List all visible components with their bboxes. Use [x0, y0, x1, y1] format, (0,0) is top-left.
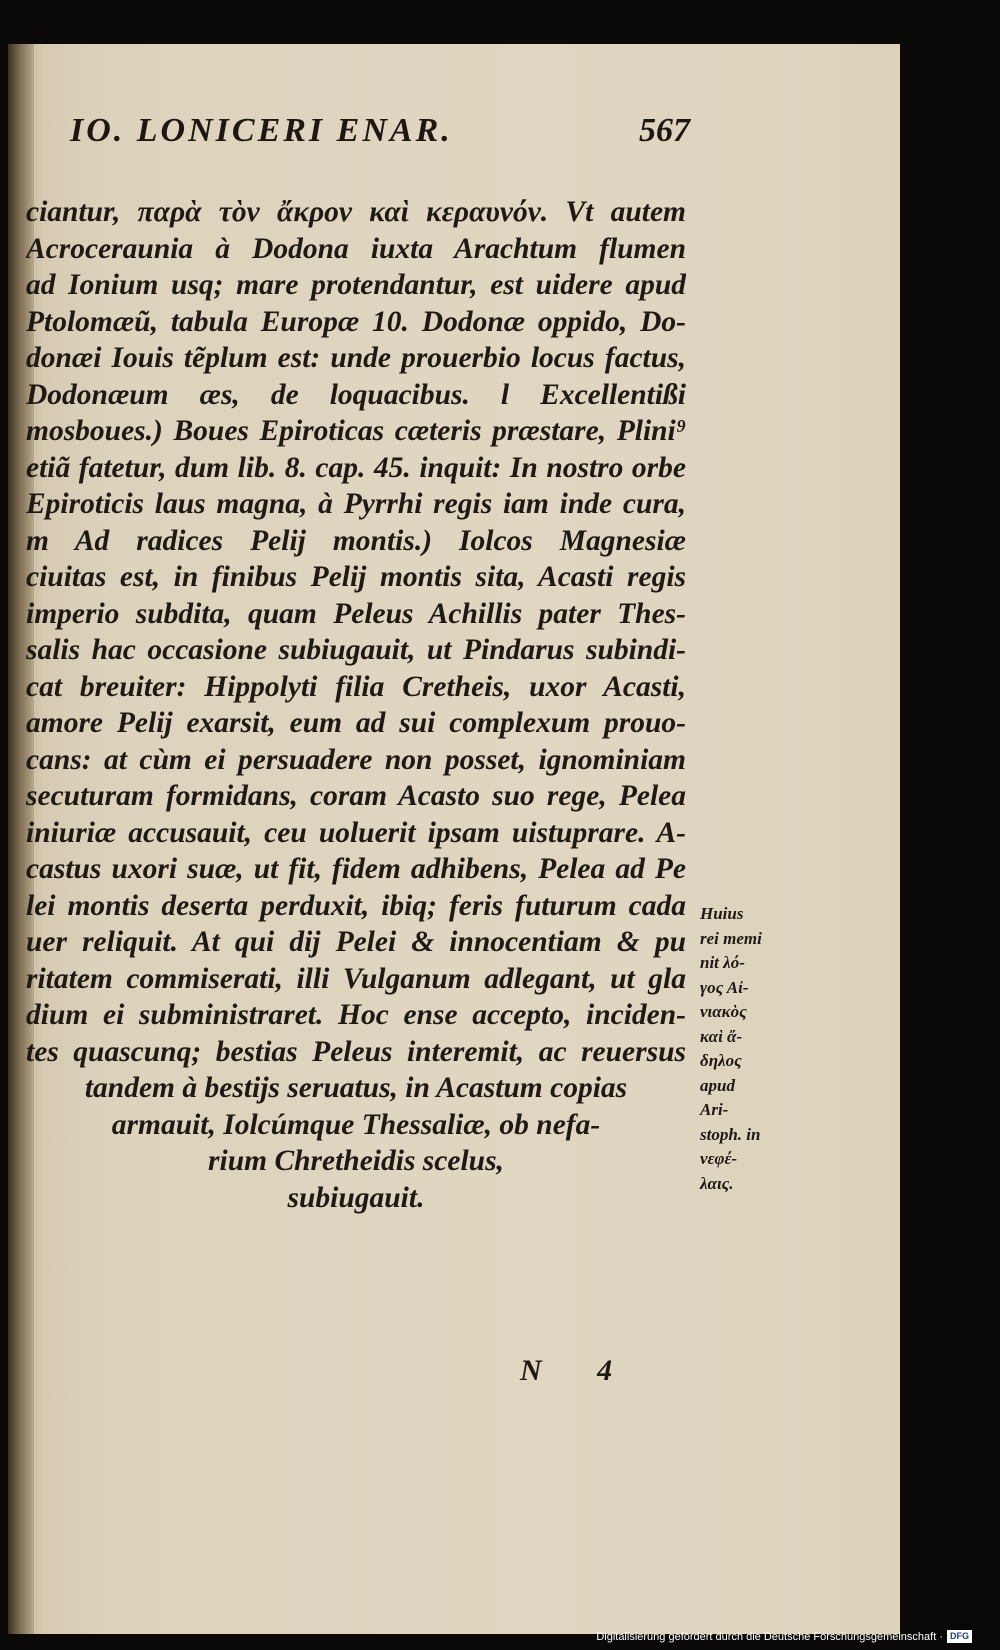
text-line: Dodonæum æs, de loquacibus. l Excellentißi — [26, 378, 686, 411]
margin-note-line: nit λό- — [700, 953, 745, 972]
margin-note — [700, 902, 795, 1196]
margin-note-line: rei memi — [700, 928, 762, 948]
margin-note-line: γος Αἰ- — [700, 977, 749, 997]
margin-note-line: Ari- — [700, 1100, 729, 1119]
margin-note-line: καὶ ἄ- — [700, 1026, 743, 1046]
text-line: amore Pelij exarsit, eum ad sui complexum prouo- — [26, 707, 686, 739]
text-line: tes quascunq; bestias Peleus interemit, ac reuersus — [26, 1035, 686, 1068]
page-number: 567 — [639, 112, 690, 149]
text-line: Acroceraunia à Dodona iuxta Arachtum flumen — [26, 232, 686, 265]
running-header — [70, 112, 690, 150]
text-line: dium ei subministraret. Hoc ense accepto, inciden- — [26, 999, 686, 1031]
text-line: rium Chretheidis scelus, — [208, 1145, 504, 1177]
text-line: cans: at cùm ei persuadere non posset, ignominiam — [26, 743, 686, 776]
margin-note-line: νιακὸς — [700, 1002, 747, 1021]
text-line: subiugauit. — [287, 1181, 425, 1214]
text-line: salis hac occasione subiugauit, ut Pindarus subindi- — [26, 634, 686, 666]
margin-note-line: δηλος — [700, 1051, 742, 1070]
margin-note-line: Huius — [700, 904, 744, 923]
text-line: tandem à bestijs seruatus, in Acastum copias — [84, 1072, 628, 1104]
running-title: IO. LONICERI ENAR. — [70, 112, 453, 149]
text-line: ciantur, παρὰ τὸν ἄκρον καὶ κεραυνόν. Vt autem — [26, 196, 686, 228]
text-line: mosboues.) Boues Epiroticas cæteris præstare, Plini⁹ — [26, 415, 686, 447]
footer-credit: Digitalisierung gefördert durch die Deutsche Forschungsgemeinschaft · — [596, 1630, 943, 1643]
text-line: uer reliquit. At qui dij Pelei & innocentiam & pu — [26, 926, 686, 958]
text-line: cat breuiter: Hippolyti filia Cretheis, uxor Acasti, — [26, 670, 686, 703]
text-line: secuturam formidans, coram Acasto suo rege, Pelea — [26, 780, 686, 812]
book-page — [8, 44, 900, 1634]
margin-note-line: νεφέ- — [700, 1149, 738, 1168]
text-line: armauit, Iolcúmque Thessaliæ, ob nefa- — [111, 1108, 601, 1141]
margin-note-line: stoph. in — [700, 1124, 761, 1144]
text-line: etiã fatetur, dum lib. 8. cap. 45. inquit: In nostro orbe — [26, 451, 686, 484]
text-line: lei montis deserta perduxit, ibiq; feris futurum cada — [26, 889, 686, 922]
margin-note-line: apud — [700, 1075, 735, 1095]
text-line: ad Ionium usq; mare protendantur, est uidere apud — [26, 269, 686, 301]
digitization-footer — [596, 1630, 972, 1643]
dfg-logo: DFG — [947, 1630, 972, 1643]
text-line: donæi Iouis tẽplum est: unde prouerbio locus factus, — [26, 342, 686, 374]
text-line: ciuitas est, in finibus Pelij montis sita, Acasti regis — [26, 561, 686, 593]
margin-note-line: λαις. — [700, 1173, 734, 1193]
text-line: imperio subdita, quam Peleus Achillis pater Thes- — [26, 597, 686, 630]
text-line: iniuriæ accusauit, ceu uoluerit ipsam uistuprare. A- — [26, 816, 686, 849]
text-line: Ptolomæũ, tabula Europæ 10. Dodonæ oppido, Do- — [26, 305, 686, 338]
text-line: m Ad radices Pelij montis.) Iolcos Magnesiæ — [26, 524, 686, 557]
text-line: castus uxori suæ, ut fit, fidem adhibens, Pelea ad Pe — [26, 853, 686, 885]
main-text-block — [26, 194, 686, 1216]
text-line: Epiroticis laus magna, à Pyrrhi regis iam inde cura, — [26, 488, 686, 520]
signature-mark: N 4 — [520, 1354, 637, 1387]
text-line: ritatem commiserati, illi Vulganum adlegant, ut gla — [26, 962, 686, 995]
